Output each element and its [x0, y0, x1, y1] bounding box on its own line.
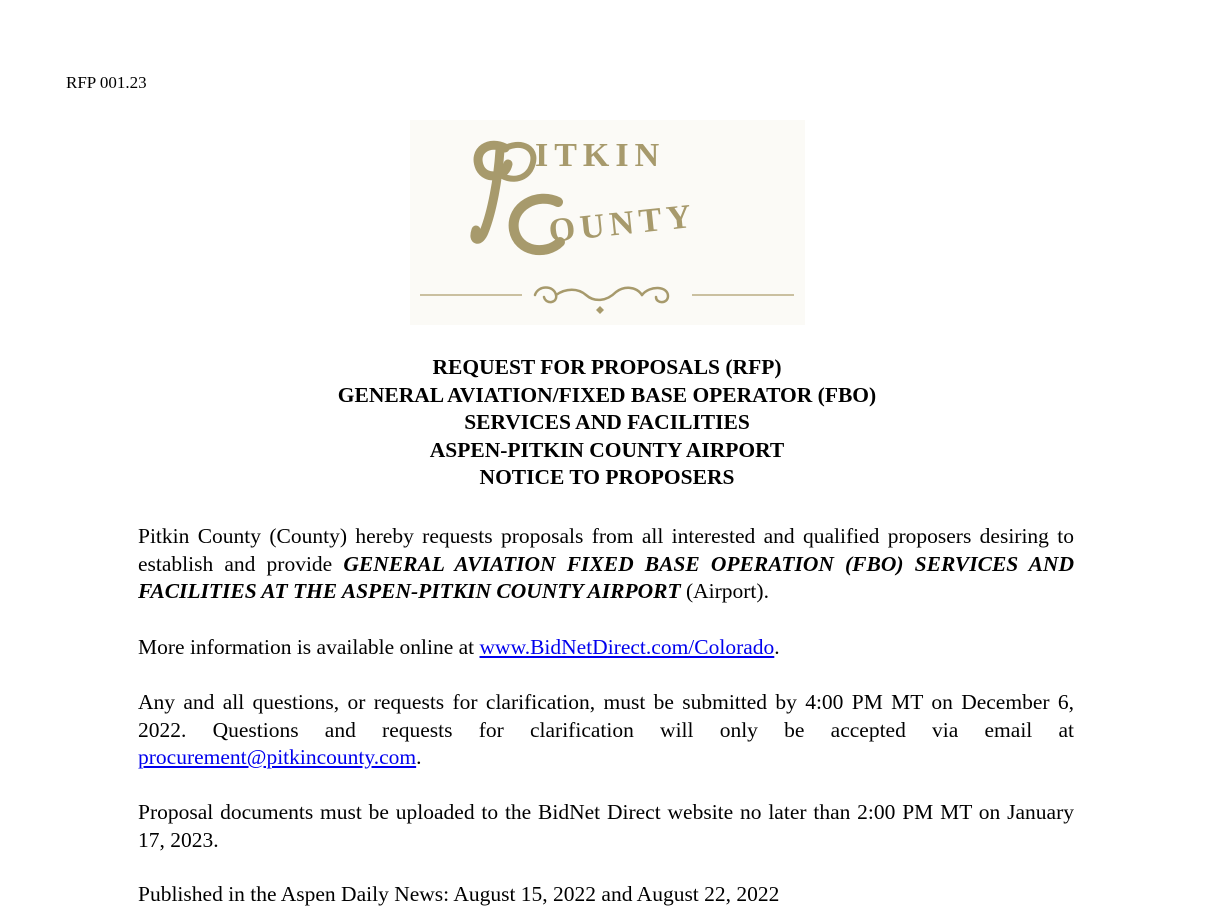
info-text-end: . — [774, 635, 780, 659]
info-paragraph — [138, 634, 1074, 662]
title-line-4: ASPEN-PITKIN COUNTY AIRPORT — [429, 437, 785, 462]
deadline-paragraph: Proposal documents must be uploaded to the BidNet Direct website no later than 2:00 PM MT on January 17, 2023. — [138, 800, 1074, 852]
document-title — [0, 354, 1214, 492]
title-line-3: SERVICES AND FACILITIES — [464, 410, 750, 434]
procurement-email-link[interactable]: procurement@pitkincounty.com — [138, 745, 417, 769]
title-line-5: NOTICE TO PROPOSERS — [479, 465, 735, 489]
title-line-2: GENERAL AVIATION/FIXED BASE OPERATOR (FBO) — [337, 382, 877, 407]
bidnet-link[interactable]: www.BidNetDirect.com/Colorado — [479, 635, 775, 659]
published-paragraph: Published in the Aspen Daily News: August 15, 2022 and August 22, 2022 — [138, 882, 780, 906]
svg-text:ITKIN: ITKIN — [535, 137, 666, 174]
questions-text-end: . — [416, 745, 422, 769]
svg-text:OUNTY: OUNTY — [546, 197, 698, 250]
intro-paragraph — [138, 523, 1074, 606]
pitkin-county-logo — [410, 120, 805, 325]
questions-paragraph — [138, 689, 1074, 772]
info-text: More information is available online at — [138, 635, 480, 659]
intro-text-end: (Airport). — [680, 579, 769, 603]
intro-text: Pitkin County (County) hereby requests proposals from all interested and qualified proposers desiring to establish and provide — [138, 524, 1074, 576]
questions-text: Any and all questions, or requests for clarification, must be submitted by 4:00 PM MT on December 6, 2022. Questions and requests for clarification will only be accepted via email at — [138, 690, 1074, 742]
intro-emphasis: GENERAL AVIATION FIXED BASE OPERATION (FBO) SERVICES AND FACILITIES AT THE ASPEN-PITKIN COUNTY AIRPORT — [138, 551, 1074, 603]
rfp-number: RFP 001.23 — [66, 73, 147, 92]
title-line-1: REQUEST FOR PROPOSALS (RFP) — [432, 355, 782, 379]
